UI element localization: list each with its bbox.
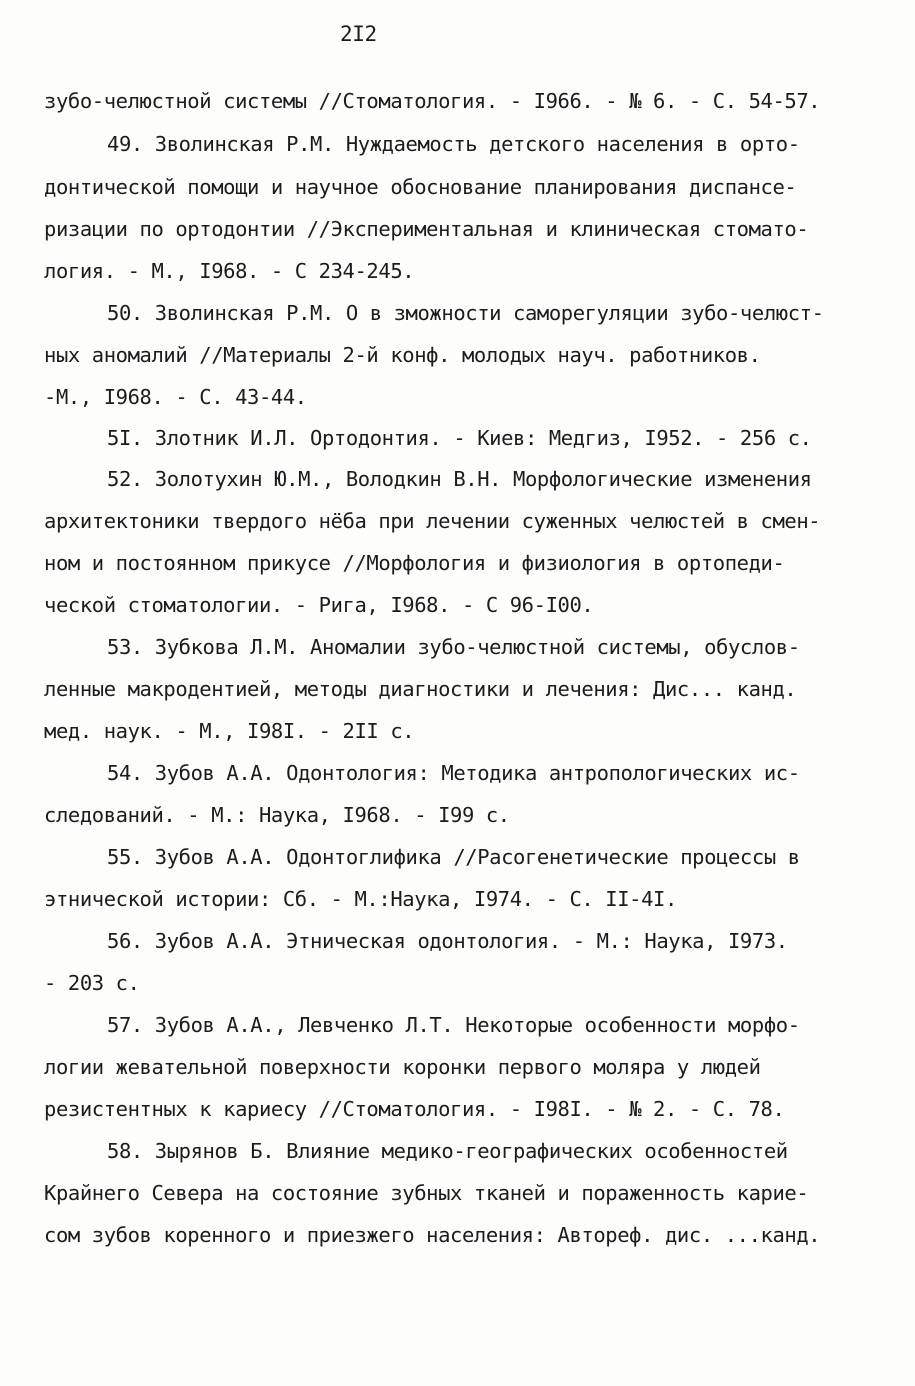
text-line: -М., I968. - С. 43-44.: [44, 385, 307, 409]
bibliography-entry-56: 56. Зубов А.А. Этническая одонтология. - М.: Наука, I973.: [107, 929, 788, 953]
text-line: резистентных к кариесу //Стоматология. - I98I. - № 2. - С. 78.: [44, 1097, 785, 1121]
bibliography-entry-51: 5I. Злотник И.Л. Ортодонтия. - Киев: Медгиз, I952. - 256 с.: [107, 426, 812, 450]
bibliography-entry-49: 49. Зволинская Р.М. Нуждаемость детского населения в орто-: [107, 132, 800, 156]
bibliography-entry-52: 52. Золотухин Ю.М., Володкин В.Н. Морфологические изменения: [107, 467, 812, 491]
text-line: донтической помощи и научное обоснование планирования диспансе-: [44, 175, 797, 199]
text-line: сом зубов коренного и приезжего населения: Автореф. дис. ...канд.: [44, 1223, 821, 1247]
text-line: зубо-челюстной системы //Стоматология. - I966. - № 6. - С. 54-57.: [44, 89, 821, 113]
bibliography-entry-55: 55. Зубов А.А. Одонтоглифика //Расогенетические процессы в: [107, 845, 800, 869]
text-line: ризации по ортодонтии //Экспериментальная и клиническая стомато-: [44, 217, 809, 241]
text-line: Крайнего Севера на состояние зубных тканей и пораженность карие-: [44, 1181, 809, 1205]
text-line: этнической истории: Сб. - М.:Наука, I974. - С. II-4I.: [44, 887, 677, 911]
bibliography-entry-53: 53. Зубкова Л.М. Аномалии зубо-челюстной системы, обуслов-: [107, 635, 800, 659]
page-number: 2I2: [340, 22, 377, 46]
text-line: мед. наук. - М., I98I. - 2II с.: [44, 719, 415, 743]
text-line: ных аномалий //Материалы 2-й конф. молодых науч. работников.: [44, 343, 761, 367]
bibliography-entry-50: 50. Зволинская Р.М. О в зможности саморегуляции зубо-челюст-: [107, 301, 824, 325]
text-line: архитектоники твердого нёба при лечении суженных челюстей в смен-: [44, 509, 821, 533]
bibliography-entry-58: 58. Зырянов Б. Влияние медико-географических особенностей: [107, 1139, 788, 1163]
text-line: ческой стоматологии. - Рига, I968. - С 96-I00.: [44, 593, 594, 617]
bibliography-entry-57: 57. Зубов А.А., Левченко Л.Т. Некоторые особенности морфо-: [107, 1013, 800, 1037]
text-line: следований. - М.: Наука, I968. - I99 с.: [44, 803, 510, 827]
text-line: ном и постоянном прикусе //Морфология и физиология в ортопеди-: [44, 551, 785, 575]
text-line: логия. - М., I968. - С 234-245.: [44, 259, 415, 283]
text-line: логии жевательной поверхности коронки первого моляра у людей: [44, 1055, 761, 1079]
text-line: - 203 с.: [44, 971, 140, 995]
bibliography-entry-54: 54. Зубов А.А. Одонтология: Методика антропологических ис-: [107, 761, 800, 785]
text-line: ленные макродентией, методы диагностики и лечения: Дис... канд.: [44, 677, 797, 701]
